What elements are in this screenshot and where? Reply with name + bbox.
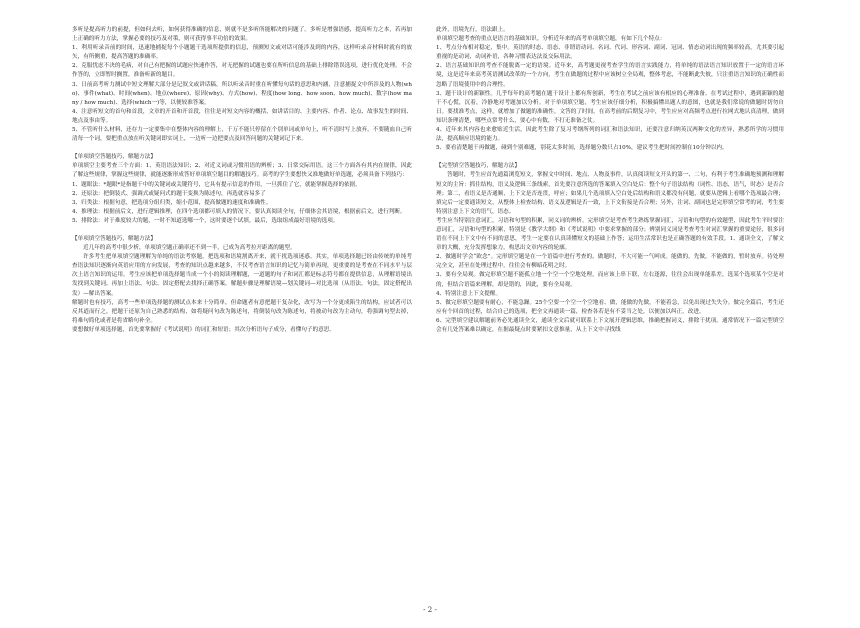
paragraph: 2、语言基础知识的考查不能脱离一定的语境。近年来，高考题更视考查学生的语言实践能力，将单纯的语法语言知识放置于一定的语言环境，这是近年来高考英语测试改革的一个方向，考生在做题的过程中应该树立全局观，整体考虑，不能断此失彼，只注重语言知识的正确性而忽略了语境使用中的合理性。 xyxy=(436,63,784,88)
paragraph: 3、日前高考听力测试中短文理解大部分是记叙文或讲话稿，所以听录音时重在听懂每句话的意思和内涵，注意捕捉文中所涉及的人物(who)、事件(what)、时间(when)、地点(where)、原因(why)、方式(how)、程度(how long、how soon、how much)、数字(how many / how much)、选择(which一)等，以便较准答案。 xyxy=(72,81,412,106)
paragraph: 5、不管听什么材料，还存力一定要集中在整体内容的理解上，千万不能只停留在个别单词或单句上，听不清时写上放弃，不要随血自己听清每一个词，要把重点放在听关键词即实词上，一边听一边把要点及回答问题的关键词记下来。 xyxy=(72,127,412,143)
paragraph: 4、特别注意上下文提醒。 xyxy=(436,290,502,297)
left-column xyxy=(72,26,412,335)
paragraph: 4、注意听短文的首句和首段，文章的开首和开首段，往往是对短文内容的概括，如讲话目的、主要内容、作者、论点、故事发生的时间、地点及事由等。 xyxy=(72,108,412,124)
paragraph: 5、要看清楚题干再做题，碰到个别难题，别花太多时间，选择题分数只占10%，建议考生把时间控制在10分钟以内。 xyxy=(436,145,728,152)
paragraph: 答题时，考生应首先通篇浏览短文，掌握文中时间、地点、人物及事件，认真阅读短文开头的第一、二句，有利于考生准确地预测和理解短文的主旨：抓住结构，语义及逻辑三条线索，首先要注意所选的答案填入空白处后：整个句子语法结构（词性、语态，语气，时态）是否合理；第二，看语义是否通顺，上下文是否连贯，呼应；如果几个选项填入空白处后结构和语义都没有问题，就要从逻辑上看哪个选项最合理；填完后一定要通读短文，从整体上检查结构、语义及逻辑是否一致，上下文衔接是否合理；另外，注词、副词也是完形填空常考的词，考生要特别注意上下文的语气，语态。 xyxy=(436,172,784,215)
right-column xyxy=(436,26,784,335)
paragraph: 3、归类法：根据句意，把选项分组归类，缩小范围，提高做题的速度和准确性。 xyxy=(72,199,272,206)
paragraph: 2、做题时学会“欧念”。完形填空题是在一个语篇中进行考查的，做题时，不大可能一气呵成。能做的，先做，不能做的，暂时放弃。待处理完全文，甚至在处理过程中，往往会有柳暗花明之时。 xyxy=(436,254,784,270)
paragraph: 5、做完形填空题要有耐心，不能急躁。25个空要一个空一个空地看、做，能做的先做，不能着急，以免出现过失失分。做完全篇后，考生还应有个回首的过程，结合自己的选项，把全文再通读一篇，检查各若是有不妥当之处，以便加以纠正，改进。 xyxy=(436,299,784,315)
paragraph: 近几年的高考中很少析，单项填空题正确率还不到一半，已成为高考拉开距离的题型。 xyxy=(83,245,296,252)
paragraph: 考生应当特别注意词汇，习语和句型的积累，同义词的辨析。完形填空是考查考生熟练掌握词汇，习语和句型的有效题型，因此考生平时要注意词汇，习语和句型的积累，特别是《教学大纲》和《考试说明》中要求掌握的部分；辨别同义词是考查考生对词汇掌握的重要途径，很多词语在不同上下文中有不同的意思，考生一定要在认真读懂短文的基础上作答；运用生活常识也是正确答题的有效手段。1、通读全文，了解文章的大概，充分发挥想象力，构思出文章内容的轮廓。 xyxy=(436,217,784,252)
paragraph: 多听是提高听力的前提，但如何去听，如何获得准确的信息，则就不是多听所能解决的问题了。多听是增强语感，提高听力之本，若再加上正确的听力方法，掌握必要的技巧及对策，则可获得事半功倍的效果。 xyxy=(72,27,412,43)
paragraph: 单项填空主要考查三个方面：1、英语语法知识；2、对近义词或习惯用语的辨析；3、日常交际用语。这三个方面各有其内在规律，因此了解这些规律，掌握这些规律，就能逐渐形成答好单项填空题目的解题技巧。高考的学生要想快又准地做好单选题，必须具备下列技巧： xyxy=(72,163,412,179)
paragraph: 1、利用听录音前的时间，迅速地捕捉每个小题题干选项所提供的信息，预测短文或对话可能涉及到的内容，这样听录音材料时就有的放矢，有所侧重，提高答题的准确率。 xyxy=(72,45,412,61)
paragraph: 1、考点分布相对稳定，集中。英语的时态、语态、非谓语动词、名词、代词、形容词、副词、冠词、情态动词出现的频率较高，尤其要引起重视的是动词，动词补语，各种习惯表达法及交际用法。 xyxy=(436,45,784,61)
paragraph: 1、题眼法：*题眼*是指题干中的关键词或关键符号，它具有提示信息的作用，一旦抓住了它，就能掌握选择的依据。 xyxy=(72,181,361,188)
section-heading: 【单项填空答题技巧，解题方法】 xyxy=(72,154,156,161)
paragraph: 此外，语境先行，语法跟上。 xyxy=(436,27,509,33)
paragraph: 3、要有全局观。做完形填空题不能孤立地一个空一个空地处理，而应该上串下联，左右逢源，往往会出现单能系差，选某个选项某个空是对的，但结合语篇来理解，却是错的，因此，要有全局观。 xyxy=(436,272,784,288)
paragraph: 单项填空题考查的重点是语言的基础知识。分析近年来的高考单项填空题，有如下几个特点： xyxy=(436,36,666,43)
paragraph: 2、克服忧虑不决的毛病，对自己有把握的试题应快速作答，对无把握的试题也要在所听信息的基础上排除错误选项，进行优化处理。不会作答的，立即暂时搁置，准备听新的题目。 xyxy=(72,63,412,79)
paragraph: 2、还原法：把倒装式、强调式或疑问式的题干变换为陈述句，再选就容易多了 xyxy=(72,190,266,197)
paragraph: 3、题干设计的新颖性。几乎每年的高考题在题干设计上都有所创新，考生在考试之前应该有相应的心理准备。在考试过程中，遇到新颖的题干不心慌，沉着，冷静地对考题加以分析。对于单项填空题，考生应该仔细分析，积极搞懂出题人的意图，也就是我们常说的做题时切勿自日。要找准考点，这样，就增加了做题的准确性。文答的了时间，在高考前的后期复习中，考生应应对高频考点进行拉网式地认真清理，做到知识条理清楚，哪些点常考什么，要心中有数，不打无准备之仗。 xyxy=(436,90,784,124)
paragraph: 5、排除法：对于难度较大的题，一时不知道选哪一个，这时要逐个试填，最后，选取组成最好语境的选项。 xyxy=(72,217,339,224)
paragraph: 6、完型填空建议解题前务必先通读全文，通读全文后就可联系上下文展开逻辑思维，推确把握词义，排除干扰项。通常情况下一篇完型填空会有几处答案难以确定，在据最疑点时要紧扣文意推量，从上下文中寻找线 xyxy=(436,317,784,333)
paragraph: 解题时也有技巧，高考一些单项选择题的测试点本来十分简单，但命题者有意把题干复杂化，改写为一个分更成陷生的结构，应试者可以反其道而行之，把题干还原为自己熟悉的结构，如将疑问句改为陈述句，将倒装句改为陈述句，将被动句改为主动句，将强调句型去掉，将难句简化或者是将省略句补全。 xyxy=(72,299,412,324)
paragraph: 4、推理法：根据前后文，进行逻辑推理，在四个选项都可填入的情况下，要认真阅读全句，仔细体会其语境，根据前后文，进行判断。 xyxy=(72,208,406,215)
section-heading: 【单项填空答题技巧，解题方法】 xyxy=(72,235,156,242)
paragraph: 许多考生把单项填空题理解为单纯的语法考察题，把选项和语境割离开来，就干扰选项迷惑。其实，单项选择题已经由传统的单纯考查语法知识逐渐向英语应用的方向发展，考查的知识点越来越多，不仅考查语言知识的记忆与简单再现，更重要的是考查在不同水平与层次上语言知识的运用。考生应该把单项选择题当成一个小的阅读理解题，一道题的句子和词汇都是标志符号都在提供信息，从理解语境出发找到关键词，再加上语法、句法、固定搭配去找择正确答案。解题步骤是理解语境—划关键词—对比选项（从语法，句法，固定搭配出发）—解出答案。 xyxy=(72,254,412,297)
paragraph: 4、近年来其内容也来愈贴近生活，因此考生除了复习考纲所列的词汇和语法知识，还要注意归纳英汉两种文化的差异，熟悉所学的习惯用法，提高顺应语境的能力。 xyxy=(436,127,784,143)
paragraph: 要想做好单项选择题，首先要掌握好《考试说明》的词汇和短语；其次分析语句子成分，看懂句子的意思。 xyxy=(72,326,335,333)
page-number: - 2 - xyxy=(423,606,437,614)
section-heading: 【完型填空答题技巧，解题方法】 xyxy=(436,163,520,170)
